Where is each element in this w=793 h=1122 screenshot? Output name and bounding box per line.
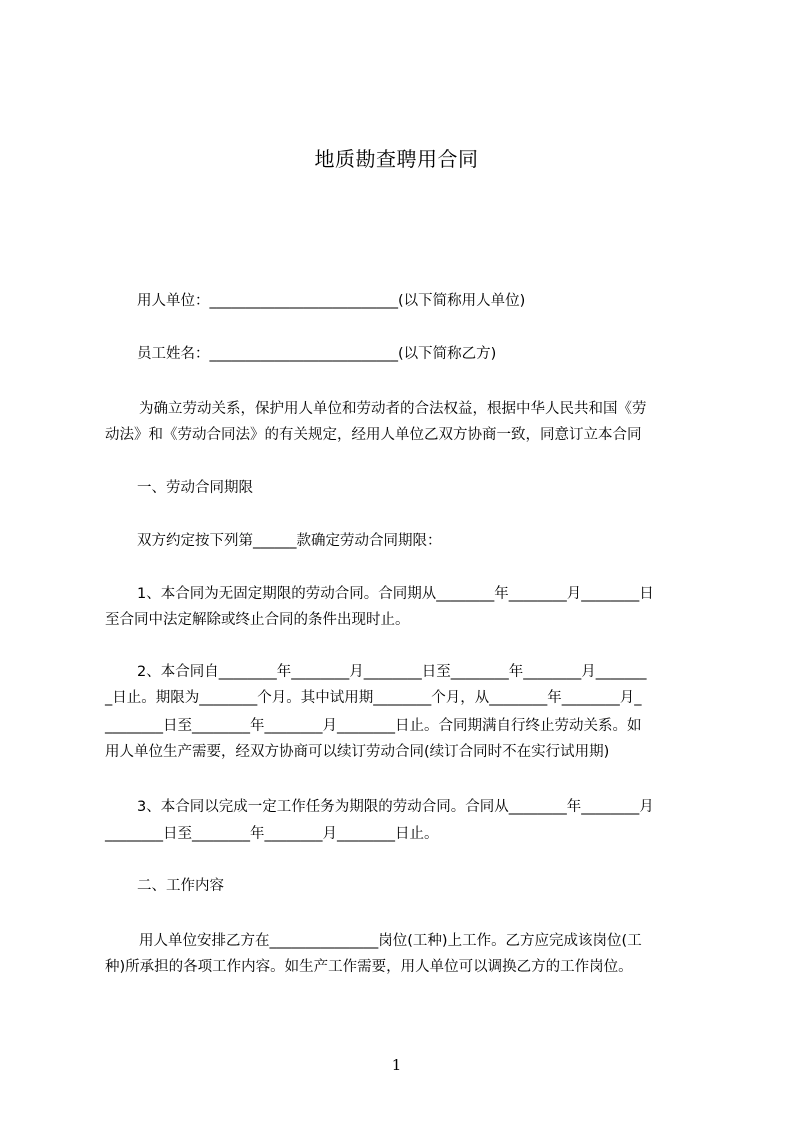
section1-intro: 双方约定按下列第______款确定劳动合同期限： — [137, 533, 442, 549]
preamble-line-2: 动法》和《劳动合同法》的有关规定，经用人单位乙双方协商一致，同意订立本合同 — [105, 427, 642, 443]
employer-line: 用人单位：__________________________(以下简称用人单位) — [137, 293, 526, 309]
section2-line-2: 种)所承担的各项工作内容。如生产工作需要，用人单位可以调换乙方的工作岗位。 — [105, 959, 633, 975]
clause2-line-2: _日止。期限为________个月。其中试用期________个月，从________年________月_ — [105, 690, 642, 706]
section2-line-1: 用人单位安排乙方在_______________岗位(工种)上工作。乙方应完成该岗位(工 — [139, 933, 642, 949]
clause3-line-2: ________日至________年________月________日止。 — [105, 826, 439, 842]
clause1-line-2: 至合同中法定解除或终止合同的条件出现时止。 — [105, 612, 410, 628]
clause3-line-1: 3、本合同以完成一定工作任务为期限的劳动合同。合同从________年________月 — [137, 799, 654, 815]
clause2-line-4: 用人单位生产需要，经双方协商可以续订劳动合同(续订合同时不在实行试用期) — [105, 744, 610, 760]
clause2-line-3: ________日至________年________月________日止。合同期满自行终止劳动关系。如 — [105, 718, 642, 734]
page-number: 1 — [391, 1056, 402, 1074]
document-title: 地质勘查聘用合同 — [314, 147, 479, 171]
preamble-line-1: 为确立劳动关系，保护用人单位和劳动者的合法权益，根据中华人民共和国《劳 — [139, 401, 647, 417]
clause2-line-1: 2、本合同自________年________月________日至________年________月_______ — [137, 664, 647, 680]
clause1-line-1: 1、本合同为无固定期限的劳动合同。合同期从________年________月________日 — [137, 586, 654, 602]
section1-heading: 一、劳动合同期限 — [137, 480, 253, 496]
employee-line: 员工姓名：__________________________(以下简称乙方) — [137, 346, 497, 362]
section2-heading: 二、工作内容 — [137, 878, 224, 894]
